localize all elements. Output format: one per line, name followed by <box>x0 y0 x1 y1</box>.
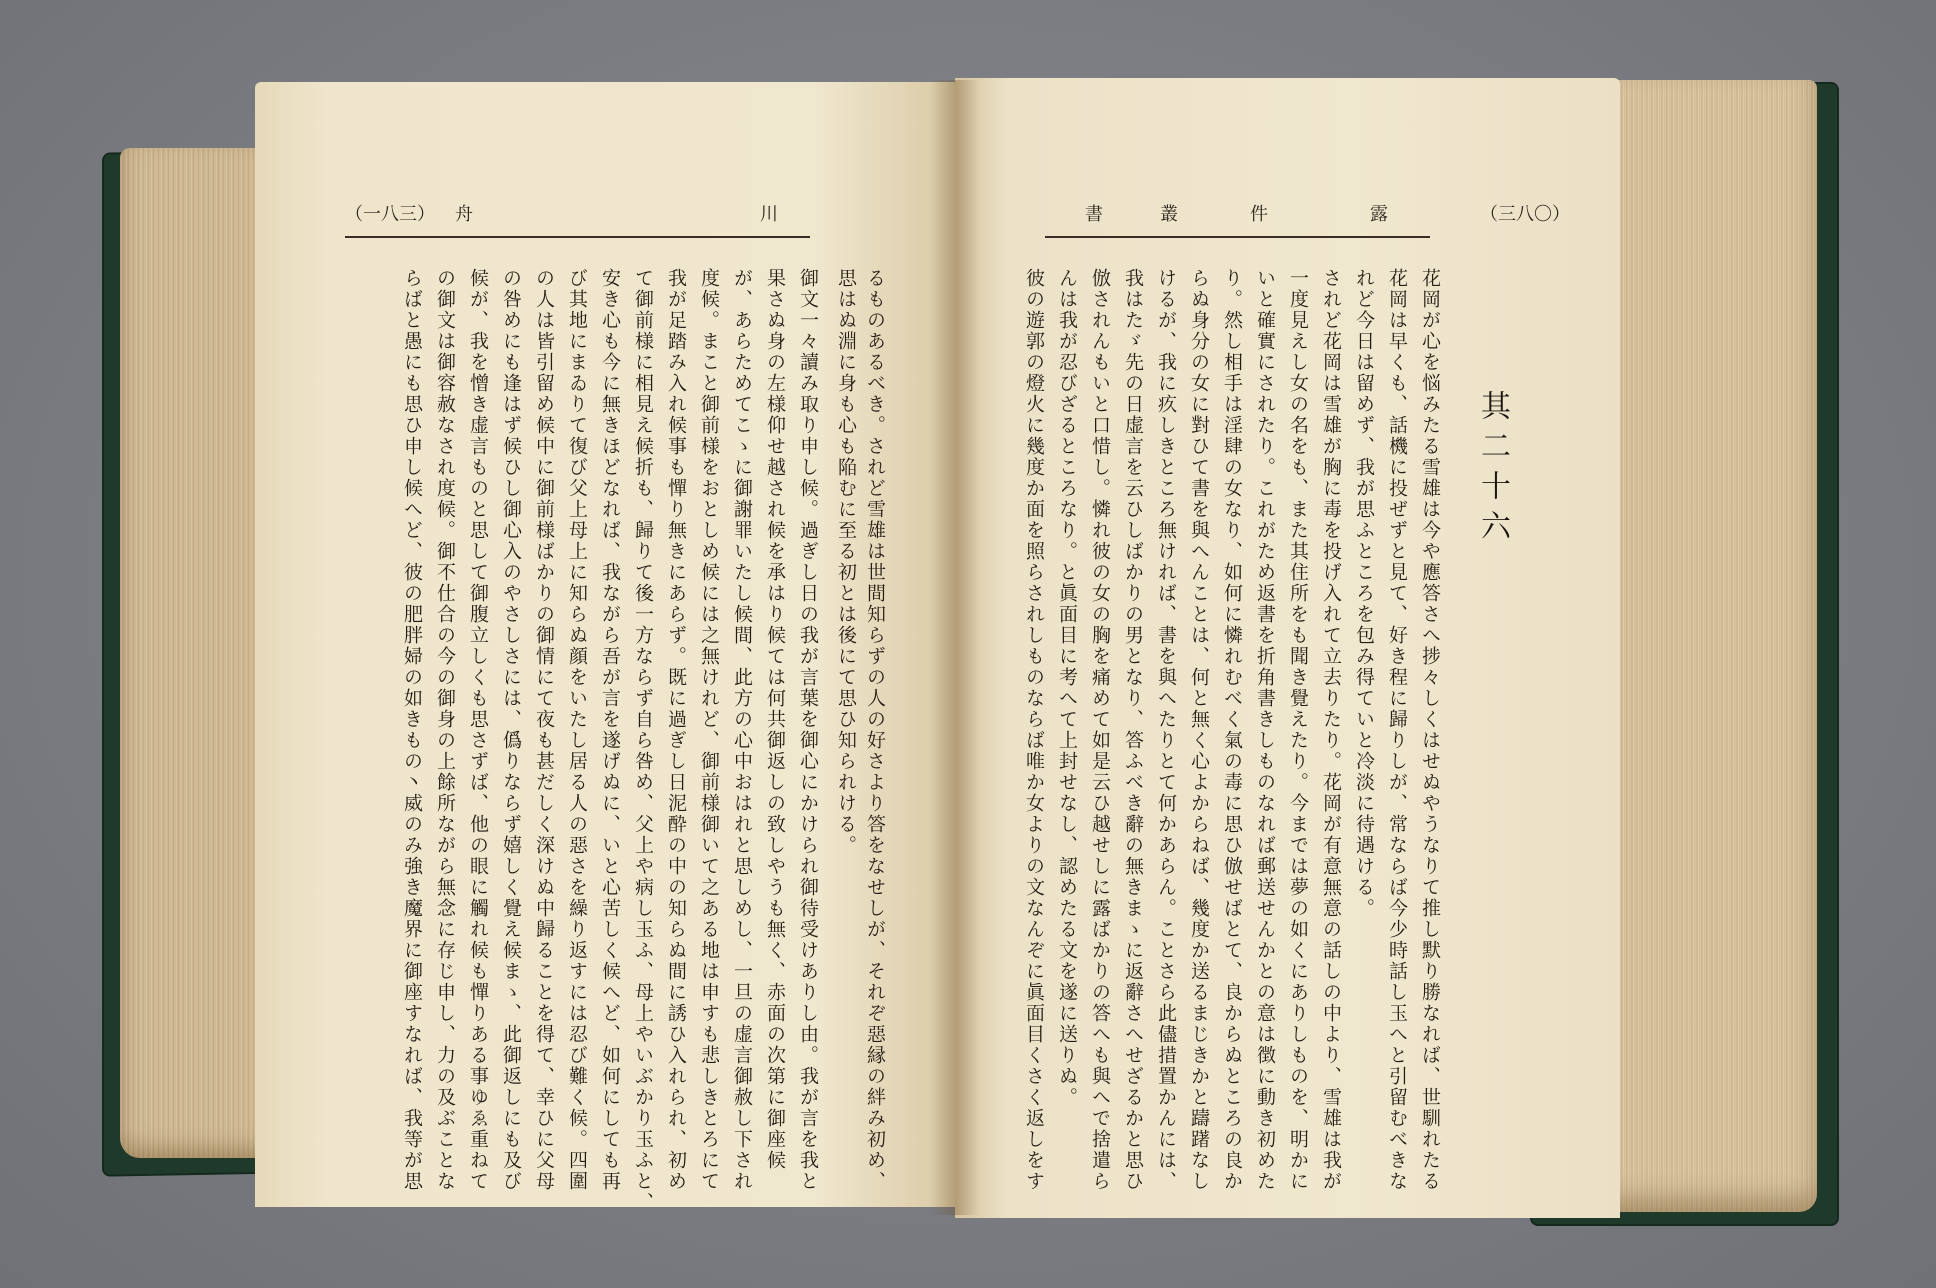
text-column: 花岡は早くも、話機に投ぜずと見て、好き程に歸りしが、常ならば今少時話し玉へと引留むべきな <box>1386 268 1408 1192</box>
text-column: 我はたゞ先の日虚言を云ひしばかりの男となり、答ふべき辭の無きまゝに返辭さへせざるかと思ひ <box>1122 268 1144 1192</box>
text-column: の御文は御容赦なされ度候。御不仕合の今の御身の上餘所ながら無念に存じ申し、力の及ぶことな <box>434 268 456 1192</box>
text-column: されど花岡は雪雄が胸に毒を投げ入れて立去りたり。花岡が有意無意の話しの中より、雪雄は我が <box>1320 268 1342 1192</box>
text-column: の咎めにも逢はず候ひし御心入のやさしさには、僞りならず嬉しく覺え候まゝ、此御返しにも及び <box>500 268 522 1192</box>
text-column: いと確實にされたり。これがため返書を折角書きしものなれば郵送せんかとの意は徴に動き初めた <box>1254 268 1276 1192</box>
text-column: 果さぬ身の左様仰せ越され候を承はり候ては何共御返しの致しやうも無く、赤面の次第に御座候 <box>764 268 786 1171</box>
text-column: 安き心も今に無きほどなれば、我ながら吾が言を遂げぬに、いと心苦しく候へど、如何にしても再 <box>599 268 621 1192</box>
text-column: 度候。まこと御前様をおとしめ候には之無けれど、御前様御いて之ある地は申すも悲しきとろにて <box>698 268 720 1192</box>
book-gutter <box>930 80 980 1215</box>
text-column: んは我が忍びざるところなり。と眞面目に考へて上封せなし、認めたる文を遂に送りぬ。 <box>1056 268 1078 1108</box>
page-edges-right <box>1595 80 1817 1212</box>
right-title-char: 書 <box>1085 204 1103 225</box>
right-title-char: 叢 <box>1160 204 1178 225</box>
right-title-char: 露 <box>1370 204 1388 225</box>
left-title-char: 川 <box>760 204 778 225</box>
text-column: るものあるべき。されど雪雄は世間知らずの人の好さより答をなせしが、それぞ惡縁の絆み初め、 <box>864 268 886 1192</box>
right-header-rule <box>1045 236 1430 238</box>
text-column: り。然し相手は淫肆の女なり、如何に憐れむべく氣の毒に思ひ倣せばとて、良からぬところの良か <box>1221 268 1243 1192</box>
chapter-heading: 其二十六 <box>1475 390 1510 550</box>
text-column: 我が足踏み入れ候事も憚り無きにあらず。既に過ぎし日泥酔の中の知らぬ間に誘ひ入れられ、初め <box>665 268 687 1192</box>
text-column: の人は皆引留め候中に御前様ばかりの御情にて夜も甚だしく深けぬ中歸ることを得て、幸ひに父母 <box>533 268 555 1192</box>
left-page-number: （一八三） <box>345 204 435 225</box>
text-column: び其地にまゐりて復び父上母上に知らぬ顔をいたし居る人の惡さを繰り返すには忍び難く候。四圍 <box>566 268 588 1192</box>
text-column: て御前様に相見え候折も、歸りて後一方ならず自ら咎め、父上や病し玉ふ、母上やいぶかり玉ふと、 <box>632 268 654 1213</box>
text-column: 一度見えし女の名をも、また其住所をも聞き覺えたり。今までは夢の如くにありしものを、明かに <box>1287 268 1309 1192</box>
text-column: 倣されんもいと口惜し。憐れ彼の女の胸を痛めて如是云ひ越せしに露ばかりの答へも與へで捨遣ら <box>1089 268 1111 1192</box>
right-page-number: （三八〇） <box>1480 204 1570 225</box>
text-column: らぬ身分の女に對ひて書を與へんことは、何と無く心よからねば、幾度か送るまじきかと躊躇なし <box>1188 268 1210 1192</box>
text-column: らばと愚にも思ひ申し候へど、彼の肥胖婦の如きもの丶威のみ強き魔界に御座すなれば、我等が思 <box>401 268 423 1192</box>
text-column: 花岡が心を悩みたる雪雄は今や應答さへ捗々しくはせぬやうなりて推し默り勝なれば、世馴れたる <box>1419 268 1441 1192</box>
text-column: けるが、我に疚しきところ無ければ、書を與へたりとて何かあらん。ことさら此儘措置かんには、 <box>1155 268 1177 1192</box>
text-column: れど今日は留めず、我が思ふところを包み得ていと冷淡に待遇ける。 <box>1353 268 1375 919</box>
text-column: が、あらためてこゝに御謝罪いたし候間、此方の心中おはれと思しめし、一旦の虚言御赦し下され <box>731 268 753 1192</box>
text-column: 候が、我を憎き虚言ものと思して御腹立しくも思さずば、他の眼に觸れ候も憚りある事ゆゑ重ねて <box>467 268 489 1192</box>
text-column: 彼の遊郭の燈火に幾度か面を照らされしものならば唯か女よりの文なんぞに眞面目くさく返しをす <box>1023 268 1045 1192</box>
text-column: 思はぬ淵に身も心も陥むに至る初とは後にて思ひ知られける。 <box>835 268 857 856</box>
right-title-char: 件 <box>1250 204 1268 225</box>
left-header-rule <box>345 236 810 238</box>
text-column: 御文一々讀み取り申し候。過ぎし日の我が言葉を御心にかけられ御待受けありし由。我が言を我と <box>797 268 819 1192</box>
left-title-char: 舟 <box>455 204 473 225</box>
